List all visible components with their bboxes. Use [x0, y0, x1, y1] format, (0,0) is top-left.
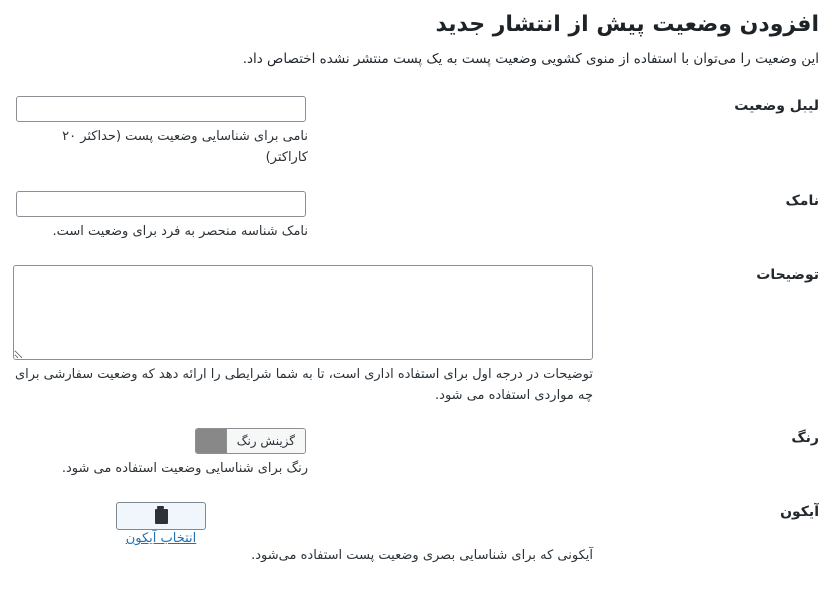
select-icon-link[interactable]: انتخاب آیکون — [125, 531, 197, 547]
row-color — [0, 416, 819, 488]
color-help: رنگ برای شناسایی وضعیت استفاده می شود. — [61, 461, 308, 477]
row-description — [0, 253, 819, 415]
description-help: توضیحات در درجه اول برای استفاده اداری است، تا به شما شرایطی را ارائه دهد که وضعیت سفارشی برای چه مواردی استفاده می شود. — [14, 366, 593, 403]
icon-preview-box[interactable] — [116, 502, 206, 530]
label-description: توضیحات — [756, 266, 819, 283]
icon-help: آیکونی که برای شناسایی بصری وضعیت پست استفاده می‌شود. — [251, 548, 593, 564]
icon-picker-wrap — [16, 502, 306, 546]
row-status-label — [0, 84, 819, 177]
slug-help: نامک شناسه منحصر به فرد برای وضعیت است. — [52, 223, 308, 239]
label-slug: نامک — [785, 192, 819, 209]
field-color — [0, 416, 603, 488]
label-status-label: لیبل وضعیت — [734, 98, 819, 115]
field-slug — [0, 179, 603, 251]
color-picker-button[interactable]: گزینش رنگ — [227, 429, 305, 453]
label-color: رنگ — [791, 430, 819, 447]
color-picker[interactable] — [195, 428, 306, 454]
post-icon — [155, 509, 168, 524]
color-swatch[interactable] — [196, 429, 227, 453]
color-picker-wrap — [16, 428, 306, 454]
post-status-form — [0, 84, 819, 575]
row-slug — [0, 179, 819, 251]
label-icon: آیکون — [780, 504, 819, 521]
page-description: این وضعیت را می‌توان با استفاده از منوی کشویی وضعیت پست به یک پست منتشر نشده اختصاص داد. — [242, 50, 819, 67]
row-icon — [0, 490, 819, 575]
page-title: افزودن وضعیت پیش از انتشار جدید — [435, 12, 819, 37]
field-icon — [0, 490, 603, 575]
field-status-label — [0, 84, 603, 177]
status-label-help: نامی برای شناسایی وضعیت پست (حداکثر ۲۰ کاراکتر) — [62, 129, 308, 166]
description-textarea[interactable] — [13, 265, 593, 360]
slug-input[interactable] — [16, 191, 306, 217]
status-label-input[interactable] — [16, 96, 306, 122]
field-description — [0, 253, 603, 415]
